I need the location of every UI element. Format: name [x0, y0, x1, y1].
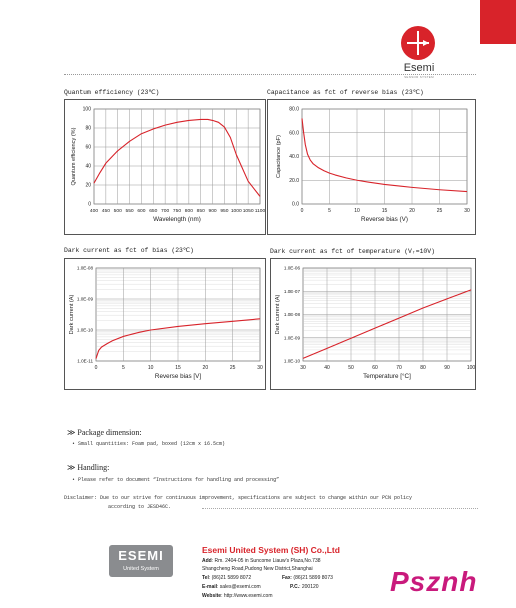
x-tick-label: 30	[257, 365, 263, 371]
x-tick-label: 90	[444, 365, 450, 371]
esemi-logo-icon	[401, 26, 435, 60]
address-line2: Shangcheng Road,Pudong New District,Shanghai	[202, 566, 313, 572]
tel-value: : (86)21 5899 8072	[208, 575, 252, 581]
y-axis-label: Capacitance (pF)	[276, 135, 282, 178]
email-value[interactable]: : sales@esemi.com	[217, 584, 261, 590]
qe-chart-title: Quantum efficiency (23℃)	[64, 89, 160, 96]
x-tick-label: 1000	[230, 209, 242, 214]
handling-heading	[67, 463, 109, 472]
x-tick-label: 900	[208, 209, 217, 214]
x-tick-label: 25	[229, 365, 236, 371]
y-tick-label: 40	[85, 163, 91, 170]
y-tick-label: 20	[85, 182, 91, 189]
y-tick-label: 1.0E-11	[77, 358, 93, 364]
cap-chart-title: Capacitance as fct of reverse bias (23℃)	[267, 89, 424, 96]
email-label: E-mail	[202, 584, 218, 590]
x-tick-label: 25	[436, 208, 443, 214]
double-chevron-icon: ≫	[67, 428, 76, 437]
x-tick-label: 700	[161, 209, 170, 214]
x-tick-label: 650	[149, 209, 158, 214]
x-tick-label: 20	[202, 365, 209, 371]
y-tick-label: 1.0E-09	[76, 296, 93, 302]
footer-divider	[202, 508, 478, 509]
y-tick-label: 60	[85, 144, 91, 151]
y-tick-label: 80.0	[289, 106, 299, 113]
x-tick-label: 950	[220, 209, 229, 214]
y-tick-label: 1.0E-08	[76, 265, 93, 271]
dark-bias-chart-panel	[64, 258, 266, 390]
x-tick-label: 750	[172, 209, 182, 214]
x-tick-label: 5	[328, 208, 331, 214]
x-tick-label: 15	[175, 365, 181, 371]
x-tick-label: 850	[196, 209, 205, 214]
x-tick-label: 100	[466, 365, 475, 371]
x-tick-label: 60	[372, 365, 378, 371]
tel-label: Tel	[202, 575, 209, 581]
x-tick-label: 800	[184, 209, 193, 214]
tel-line	[202, 575, 251, 581]
header-divider	[64, 74, 476, 75]
package-heading-text: Package dimension:	[77, 428, 142, 437]
cap-chart-panel	[267, 99, 476, 235]
cap-chart	[268, 100, 475, 234]
website-value[interactable]: : http://www.esemi.com	[221, 593, 273, 599]
y-axis-label: Quantum efficiency (%)	[71, 127, 77, 186]
handling-bullet	[72, 477, 279, 483]
y-tick-label: 1.0E-08	[283, 312, 300, 318]
handling-bullet-text: Please refer to document “Instructions for handling and processing”	[78, 477, 280, 483]
y-tick-label: 60.0	[289, 130, 299, 137]
y-tick-label: 1.0E-07	[283, 288, 300, 294]
address-value: : Rm. 2404-05 in Suncome Liauw's Plaza,No.738	[211, 558, 321, 564]
footer-logo-text: ESEMI	[118, 548, 164, 563]
logo-wordmark: Esemi	[403, 62, 435, 74]
x-tick-label: 30	[300, 365, 306, 371]
bullet-icon: •	[72, 441, 76, 447]
dark-temp-chart	[271, 259, 475, 389]
postcode-value: : 200120	[299, 584, 319, 590]
y-tick-label: 0.0	[292, 201, 299, 208]
x-tick-label: 0	[300, 208, 304, 214]
y-axis-label: Dark current (A)	[275, 294, 281, 335]
x-tick-label: 500	[113, 209, 122, 214]
website-line	[202, 593, 273, 599]
dark-temp-chart-title: Dark current as fct of temperature (Vᵣ=10V)	[270, 248, 435, 255]
x-tick-label: 1050	[242, 209, 254, 214]
company-name: Esemi United System (SH) Co.,Ltd	[202, 545, 340, 555]
watermark-logo: Psznh	[390, 566, 478, 597]
x-tick-label: 15	[381, 208, 388, 214]
x-tick-label: 70	[396, 365, 402, 371]
dark-bias-chart	[65, 259, 265, 389]
double-chevron-icon: ≫	[67, 463, 76, 472]
footer-logo-subtext: United System	[123, 566, 159, 572]
package-bullet-text: Small quantities: Foam pad, boxed (12cm x 16.5cm)	[78, 441, 226, 447]
y-tick-label: 100	[82, 106, 91, 113]
fax-label: Fax	[282, 575, 291, 581]
y-tick-label: 0	[88, 201, 91, 208]
x-axis-label: Temperature [°C]	[363, 373, 411, 380]
x-tick-label: 400	[89, 209, 99, 214]
address-line1	[202, 558, 321, 564]
y-tick-label: 80	[85, 125, 91, 132]
package-heading	[67, 428, 142, 437]
address-label: Add	[202, 558, 212, 564]
handling-heading-text: Handling:	[77, 463, 110, 472]
y-tick-label: 1.0E-10	[283, 358, 300, 364]
x-tick-label: 0	[94, 365, 98, 371]
dark-bias-chart-title: Dark current as fct of bias (23℃)	[64, 247, 194, 254]
y-tick-label: 40.0	[289, 154, 299, 161]
qe-chart	[65, 100, 265, 234]
email-line	[202, 584, 261, 590]
x-tick-label: 80	[420, 365, 426, 371]
fax-value: : (86)21 5899 8073	[290, 575, 333, 581]
y-tick-label: 1.0E-10	[76, 327, 93, 333]
x-axis-label: Reverse bias (V)	[361, 216, 408, 223]
corner-red-bar	[480, 0, 516, 44]
qe-chart-panel	[64, 99, 266, 235]
x-tick-label: 5	[121, 365, 125, 371]
postcode-line	[290, 584, 319, 590]
dark-temp-chart-panel	[270, 258, 476, 390]
y-tick-label: 1.0E-06	[283, 265, 300, 271]
y-tick-label: 20.0	[289, 177, 299, 184]
logo-subtitle: SENSOR SYSTEM	[404, 75, 434, 79]
disclaimer-line1: Disclaimer: Due to our strive for continuous improvement, specifications are subject to change within our PCN policy	[64, 495, 413, 501]
x-tick-label: 50	[348, 365, 354, 371]
x-tick-label: 30	[464, 208, 470, 214]
y-axis-label: Dark current (A)	[69, 294, 75, 335]
x-tick-label: 20	[409, 208, 415, 214]
disclaimer-line2: according to JESD46C.	[108, 504, 172, 510]
postcode-label: P.C.	[290, 584, 300, 590]
x-tick-label: 10	[354, 208, 360, 214]
bullet-icon: •	[72, 477, 76, 483]
x-axis-label: Reverse bias [V]	[154, 373, 202, 380]
x-tick-label: 450	[101, 209, 110, 214]
fax-line	[282, 575, 333, 581]
x-axis-label: Wavelength (nm)	[153, 216, 201, 223]
y-tick-label: 1.0E-09	[283, 335, 300, 341]
x-tick-label: 40	[324, 365, 330, 371]
x-tick-label: 550	[125, 209, 134, 214]
x-tick-label: 1100	[254, 209, 265, 214]
package-bullet	[72, 441, 225, 447]
website-label: Website	[202, 593, 222, 599]
x-tick-label: 10	[147, 365, 154, 371]
x-tick-label: 600	[137, 209, 146, 214]
